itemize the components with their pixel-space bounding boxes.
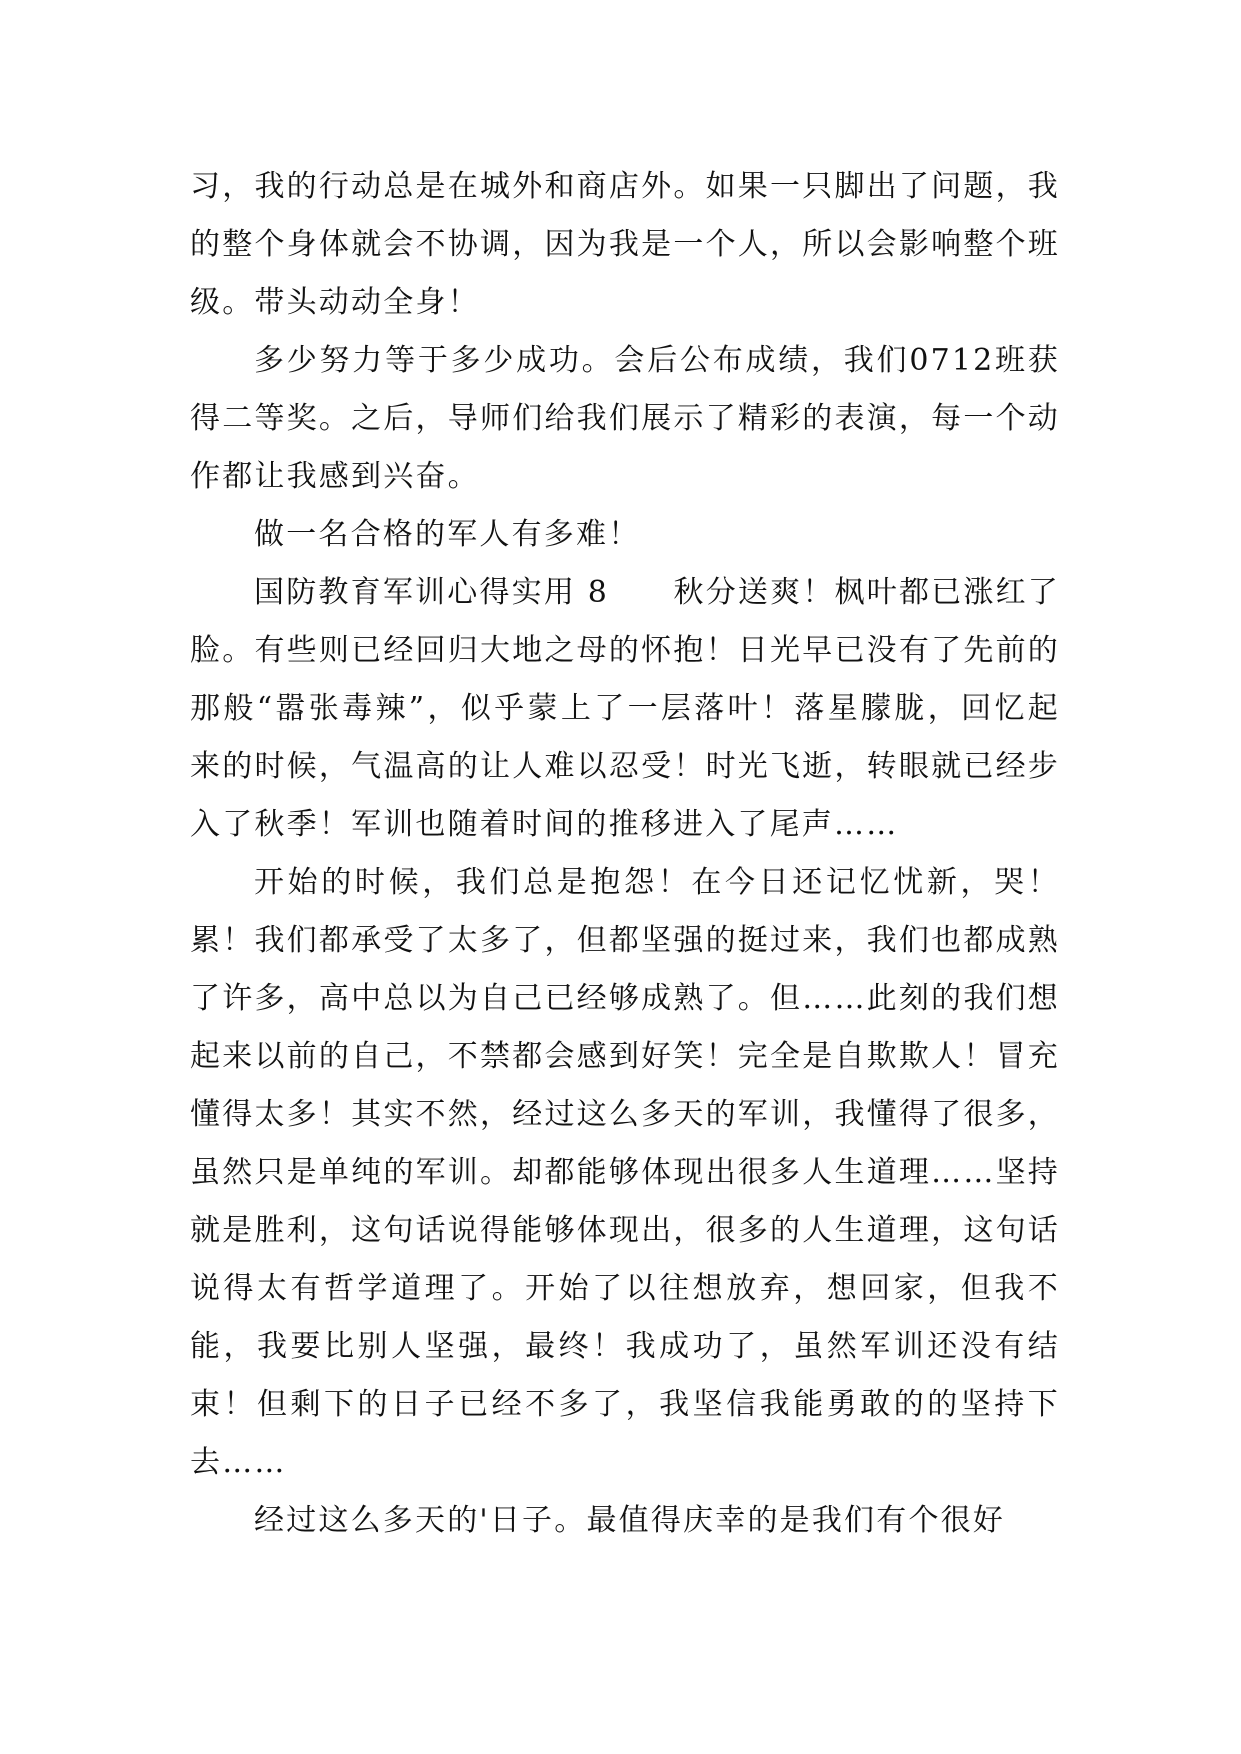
paragraph-3: 做一名合格的军人有多难！	[254, 517, 641, 552]
paragraph-2: 多少努力等于多少成功。会后公布成绩，我们0712班获得二等奖。之后，导师们给我们展示了精彩的表演，每一个动作都让我感到兴奋。	[190, 343, 1060, 494]
paragraph-1: 习，我的行动总是在城外和商店外。如果一只脚出了问题，我的整个身体就会不协调，因为我是一个人，所以会影响整个班级。带头动动全身！	[190, 169, 1060, 320]
paragraph-6: 经过这么多天的'日子。最值得庆幸的是我们有个很好	[254, 1503, 1006, 1538]
paragraph-4: 国防教育军训心得实用 8 秋分送爽！枫叶都已涨红了脸。有些则已经回归大地之母的怀抱！日光早已没有了先前的那般“嚣张毒辣”，似乎蒙上了一层落叶！落星朦胧，回忆起来的时候，气温高的让人难以忍受！时光飞逝，转眼就已经步入了秋季！军训也随着时间的推移进入了尾声……	[190, 575, 1060, 842]
document-body	[190, 158, 1060, 1550]
paragraph-5: 开始的时候，我们总是抱怨！在今日还记忆忧新，哭！累！我们都承受了太多了，但都坚强的挺过来，我们也都成熟了许多，高中总以为自己已经够成熟了。但……此刻的我们想起来以前的自己，不禁都会感到好笑！完全是自欺欺人！冒充懂得太多！其实不然，经过这么多天的军训，我懂得了很多，虽然只是单纯的军训。却都能够体现出很多人生道理……坚持就是胜利，这句话说得能够体现出，很多的人生道理，这句话说得太有哲学道理了。开始了以往想放弃，想回家，但我不能，我要比别人坚强，最终！我成功了，虽然军训还没有结束！但剩下的日子已经不多了，我坚信我能勇敢的的坚持下去……	[190, 865, 1060, 1480]
